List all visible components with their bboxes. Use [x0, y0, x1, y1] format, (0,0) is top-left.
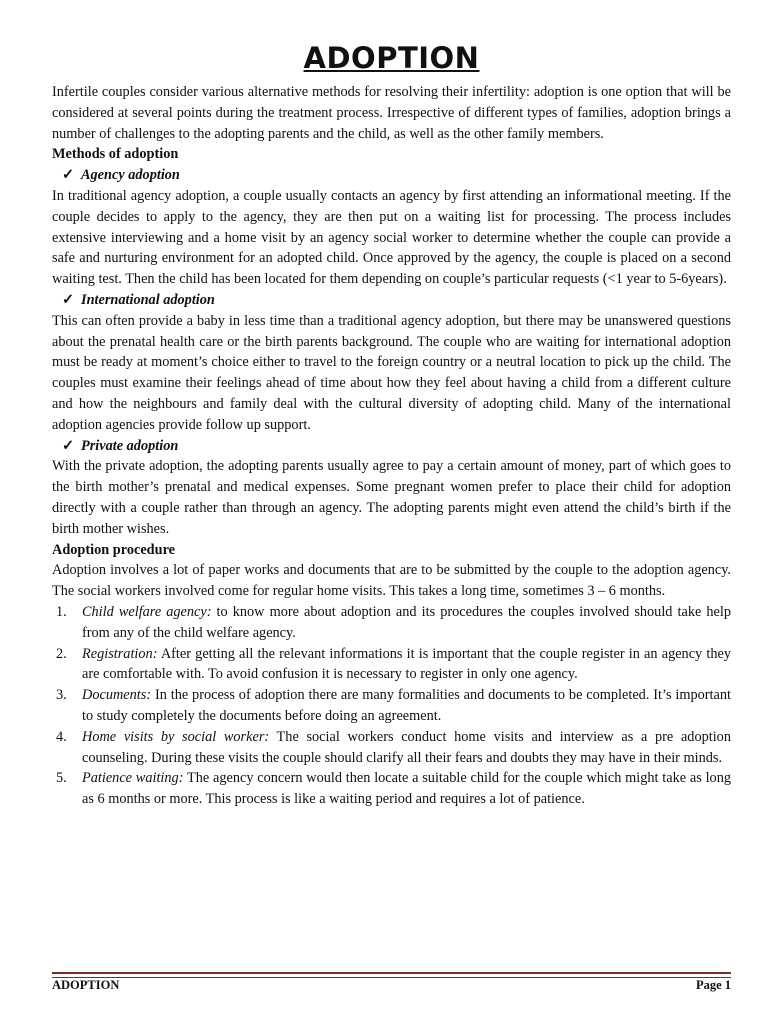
- agency-adoption-paragraph: In traditional agency adoption, a couple usually contacts an agency by first attending an informational meeting. If the couple decides to apply to the agency, they are then put on a waiting list for processing. The process includes extensive interviewing and a home visit by an agency social worker to determine whether the couple can provide a safe and nurturing environment for an adopted child. Once approved by the agency, the couple is placed on a second waiting test. Then the child has been located for them depending on couple’s particular requests (<1 year to 5-6years).: [52, 187, 731, 288]
- method-item-international-heading: [52, 290, 731, 311]
- method-label: Agency adoption: [81, 167, 180, 184]
- page-number: Page 1: [695, 978, 731, 992]
- step-text: After getting all the relevant informations it is important that the couple register in an agency they are comfortable with. To avoid confusion it is necessary to register in only one agency.: [82, 645, 731, 683]
- footer-title: ADOPTION: [52, 978, 120, 992]
- list-number: 3.: [56, 687, 67, 704]
- method-item-private-heading: [52, 436, 731, 457]
- step-term: Child welfare agency:: [82, 603, 212, 620]
- step-text: The agency concern would then locate a suitable child for the couple which might take as long as 6 months or more. This process is like a waiting period and requires a lot of patience.: [82, 770, 731, 808]
- list-item: [52, 685, 731, 727]
- methods-heading: Methods of adoption: [52, 146, 179, 163]
- checkmark-icon: ✓: [62, 437, 74, 454]
- list-number: 2.: [56, 645, 67, 662]
- list-item: [52, 644, 731, 686]
- procedure-intro-paragraph: Adoption involves a lot of paper works and documents that are to be submitted by the couple to the adoption agency. The social workers involved come for regular home visits. This takes a long time, sometimes 3 – 6 months.: [52, 562, 731, 600]
- list-item: [52, 602, 731, 644]
- procedure-steps-list: [52, 602, 731, 810]
- step-term: Patience waiting:: [82, 770, 184, 787]
- list-item: [52, 768, 731, 810]
- international-adoption-paragraph: This can often provide a baby in less time than a traditional agency adoption, but there may be unanswered questions about the prenatal health care or the birth parents background. The couple who are waiting for international adoption must be ready at moment’s choice either to travel to the foreign country or a neutral location to pick up the child. The couples must examine their feelings ahead of time about how they feel about having a child from a different culture and how the neighbours and family deal with the cultural diversity of adopting child. Many of the international adoption agencies provide follow up support.: [52, 312, 731, 433]
- page-footer: [52, 977, 731, 993]
- step-text: In the process of adoption there are many formalities and documents to be completed. It’s important to study completely the documents before doing an agreement.: [82, 687, 731, 724]
- checkmark-icon: ✓: [62, 291, 74, 308]
- document-body: [52, 38, 731, 810]
- method-item-agency-heading: [52, 165, 731, 186]
- intro-paragraph: Infertile couples consider various alternative methods for resolving their infertility: adoption is one option that will be considered at several points during the treatment process. Irrespective of different types of families, adoption brings a number of challenges to the adopting parents and the child, as well as the other family members.: [52, 84, 731, 142]
- step-text: to know more about adoption and its procedures the couples involved should take help from any of the child welfare agency.: [82, 603, 731, 641]
- method-label: Private adoption: [81, 437, 179, 454]
- step-term: Home visits by social worker:: [82, 728, 270, 745]
- list-number: 1.: [56, 603, 67, 620]
- page-title: ADOPTION: [303, 41, 480, 75]
- step-text: The social workers conduct home visits and interview as a pre adoption counseling. During these visits the couple should clarify all their fears and doubts they may have in their minds.: [82, 728, 731, 766]
- step-term: Registration:: [82, 645, 158, 662]
- list-item: [52, 727, 731, 769]
- private-adoption-paragraph: With the private adoption, the adopting parents usually agree to pay a certain amount of money, part of which goes to the birth mother’s prenatal and medical expenses. Some pregnant women prefer to place their child for adoption directly with a couple rather than through an agency. The adopting parents might even attend the child’s birth if the birth mother wishes.: [52, 458, 731, 537]
- list-number: 4.: [56, 728, 67, 745]
- method-label: International adoption: [81, 291, 215, 308]
- step-term: Documents:: [82, 687, 152, 704]
- procedure-heading: Adoption procedure: [52, 541, 175, 558]
- list-number: 5.: [56, 770, 67, 787]
- checkmark-icon: ✓: [62, 167, 74, 184]
